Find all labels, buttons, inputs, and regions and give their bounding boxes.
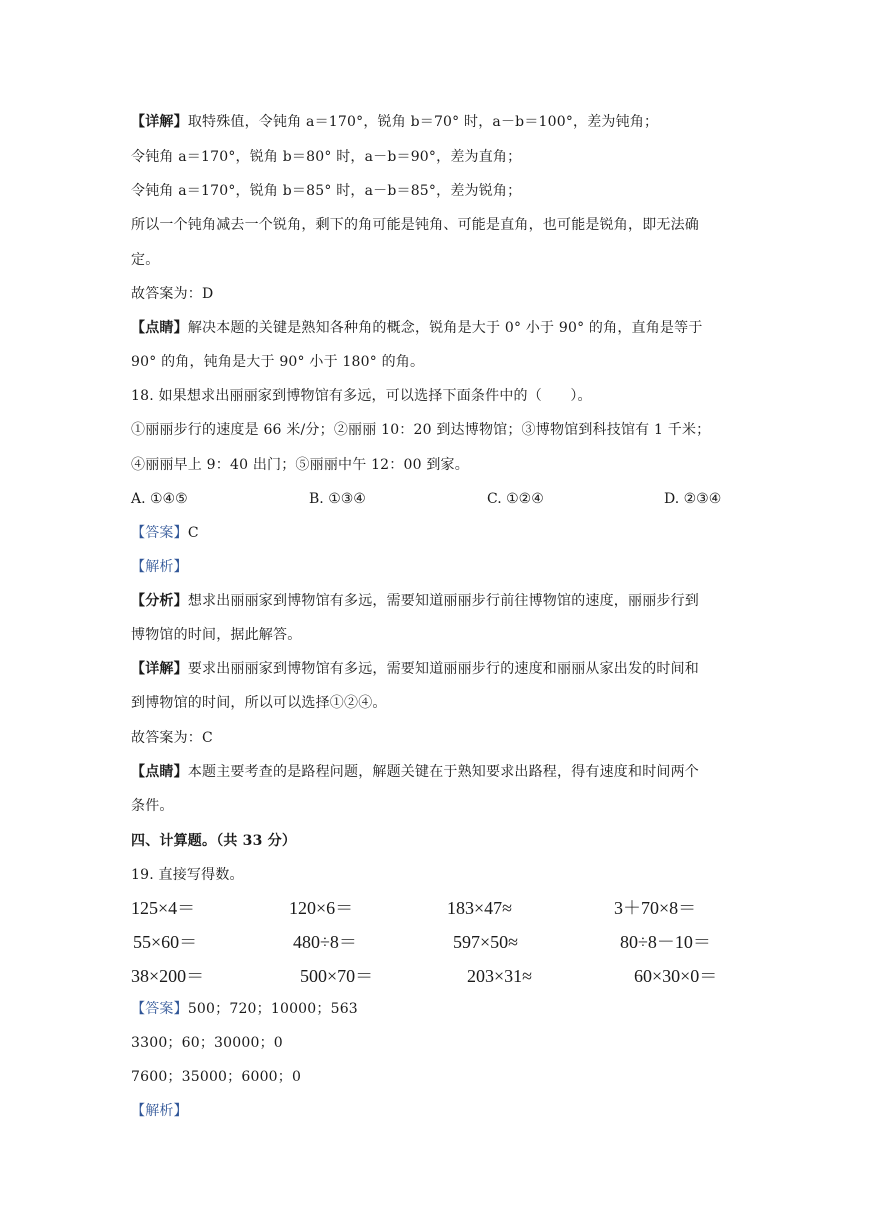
fenxi-tag: 【分析】 (131, 593, 188, 609)
comment-text: 解决本题的关键是熟知各种角的概念，锐角是大于 0° 小于 90° 的角，直角是等于 (187, 320, 703, 336)
q18-analysis-tag: 【解析】 (131, 559, 188, 575)
q18-comment-line-1 (131, 762, 699, 782)
calc-item: 38×200＝ (131, 966, 205, 986)
calc-item: 125×4＝ (131, 898, 196, 918)
q18-stem: 18. 如果想求出丽丽家到博物馆有多远，可以选择下面条件中的（ ）。 (131, 388, 592, 404)
comment-tag: 【点睛】 (131, 320, 188, 336)
detail-tag: 【详解】 (131, 661, 188, 677)
q18-option-a: A. ①④⑤ (131, 491, 188, 507)
q18-comment-line-2: 条件。 (131, 798, 174, 814)
q18-detail-line-1 (131, 659, 699, 679)
detail-tag: 【详解】 (131, 114, 188, 130)
calc-item: 203×31≈ (467, 966, 533, 986)
comment-text: 本题主要考查的是路程问题，解题关键在于熟知要求出路程，得有速度和时间两个 (187, 764, 700, 780)
q17-comment-line-1 (131, 318, 703, 338)
calc-item: 80÷8－10＝ (620, 932, 711, 952)
q18-fenxi-line-1 (131, 591, 699, 611)
calc-item: 183×47≈ (447, 898, 513, 918)
answer-values: 500；720；10000；563 (187, 1001, 358, 1017)
calc-item: 480÷8＝ (293, 932, 357, 952)
calc-item: 500×70＝ (300, 966, 374, 986)
calc-item: 60×30×0＝ (634, 966, 718, 986)
q19-answer-line-2: 3300；60；30000；0 (131, 1035, 283, 1051)
q18-final-answer: 故答案为：C (131, 730, 213, 746)
q17-detail-line-5: 定。 (131, 252, 160, 268)
q17-detail-line-2: 令钝角 a＝170°，锐角 b＝80° 时，a－b＝90°，差为直角； (131, 149, 522, 165)
detail-text: 取特殊值，令钝角 a＝170°，锐角 b＝70° 时，a－b＝100°，差为钝角； (187, 114, 659, 130)
section-title: 四、计算题。（共 33 分） (131, 833, 297, 849)
q17-answer: 故答案为：D (131, 286, 214, 302)
fenxi-text: 想求出丽丽家到博物馆有多远，需要知道丽丽步行前往博物馆的速度，丽丽步行到 (187, 593, 700, 609)
q17-detail-line-1 (131, 112, 658, 132)
q17-detail-line-3: 令钝角 a＝170°，锐角 b＝85° 时，a－b＝85°，差为锐角； (131, 183, 522, 199)
answer-tag: 【答案】 (131, 525, 188, 541)
q18-fenxi-line-2: 博物馆的时间，据此解答。 (131, 627, 302, 643)
q19-answer-line-3: 7600；35000；6000；0 (131, 1069, 302, 1085)
q18-option-d: D. ②③④ (664, 491, 722, 507)
q18-option-b: B. ①③④ (309, 491, 366, 507)
calc-item: 597×50≈ (453, 932, 519, 952)
q17-detail-line-4: 所以一个钝角减去一个锐角，剩下的角可能是钝角、可能是直角，也可能是锐角，即无法确 (131, 217, 699, 233)
answer-tag: 【答案】 (131, 1001, 188, 1017)
q19-answer-line-1 (131, 999, 358, 1019)
comment-tag: 【点睛】 (131, 764, 188, 780)
q17-comment-line-2: 90° 的角，钝角是大于 90° 小于 180° 的角。 (131, 354, 425, 370)
calc-item: 120×6＝ (289, 898, 354, 918)
q18-option-c: C. ①②④ (487, 491, 544, 507)
q19-stem: 19. 直接写得数。 (131, 867, 244, 883)
answer-value: C (187, 525, 199, 541)
q18-conditions-line-2: ④丽丽早上 9：40 出门；⑤丽丽中午 12：00 到家。 (131, 457, 469, 473)
q18-answer (131, 523, 199, 543)
q18-conditions-line-1: ①丽丽步行的速度是 66 米/分；②丽丽 10：20 到达博物馆；③博物馆到科技馆有 1 千米； (131, 422, 711, 438)
calc-item: 55×60＝ (133, 932, 198, 952)
calc-item: 3＋70×8＝ (614, 898, 697, 918)
q18-detail-line-2: 到博物馆的时间，所以可以选择①②④。 (131, 695, 387, 711)
q19-analysis-tag: 【解析】 (131, 1103, 188, 1119)
detail-text: 要求出丽丽家到博物馆有多远，需要知道丽丽步行的速度和丽丽从家出发的时间和 (187, 661, 700, 677)
